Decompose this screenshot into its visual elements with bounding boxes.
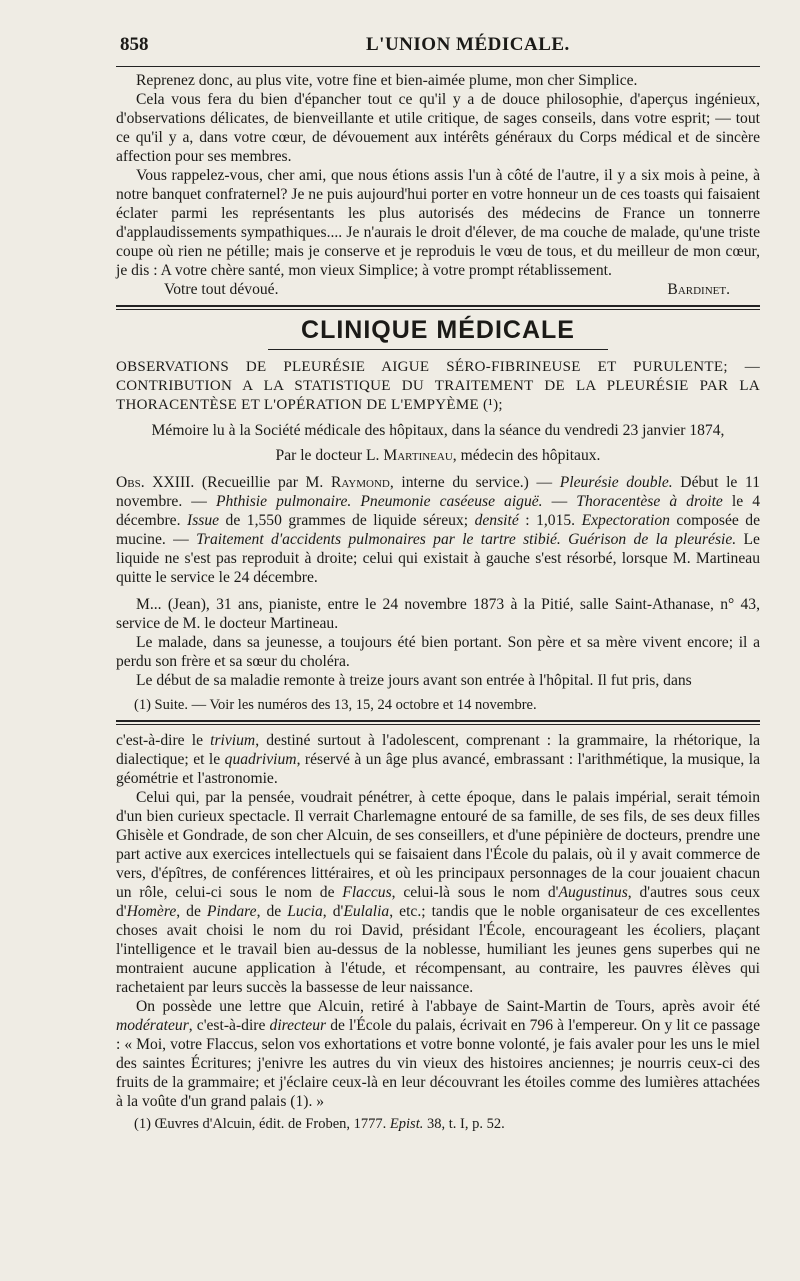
letter-paragraph: Cela vous fera du bien d'épancher tout ce qu'il y a de douce philosophie, d'aperçus ingénieux, d'observations délicates, de bienveillante et utile critique, de sages conseils, dans votre esprit; — tout ce qu'il y a, dans votre cœur, de dévouement aux intérêts généraux du Corps médical et de sincère affection pour ses membres. [116, 91, 760, 165]
case-paragraph: M... (Jean), 31 ans, pianiste, entre le 24 novembre 1873 à la Pitié, salle Saint-Athanase, n° 43, service de M. le docteur Martineau. [116, 596, 760, 632]
memoire-line: Mémoire lu à la Société médicale des hôpitaux, dans la séance du vendredi 23 janvier 1874, [151, 422, 725, 439]
page-number: 858 [120, 34, 149, 55]
letter-paragraph: Reprenez donc, au plus vite, votre fine et bien-aimée plume, mon cher Simplice. [136, 72, 638, 89]
footnote: (1) Œuvres d'Alcuin, édit. de Froben, 1777. Epist. 38, t. I, p. 52. [134, 1116, 505, 1132]
signature: Bardinet. [667, 281, 730, 298]
section-rule [116, 305, 760, 310]
title-rule [268, 349, 608, 350]
letter-paragraph: Vous rappelez-vous, cher ami, que nous étions assis l'un à côté de l'autre, il y a six mois à peine, à notre banquet confraternel? Je ne puis aujourd'hui porter en votre honneur un de ces toasts qui faisaient éclater parmi les représentants les plus autorisés des médecins de France un tonnerre d'applaudissements sympathiques.... Je n'aurais le droit d'élever, de ma couche de malade, qu'une triste coupe où rien ne pétille; mais je conserve et je reproduis le vœu de tous, et du meilleur de mon cœur, je dis : A votre chère santé, mon vieux Simplice; à votre prompt rétablissement. [116, 167, 760, 279]
feuilleton-section [116, 731, 760, 1133]
footnote: (1) Suite. — Voir les numéros des 13, 15, 24 octobre et 14 novembre. [134, 697, 537, 713]
author-line: Par le docteur L. Martineau, médecin des hôpitaux. [275, 447, 601, 464]
case-paragraph: Le malade, dans sa jeunesse, a toujours été bien portant. Son père et sa mère vivent encore; il a perdu son frère et sa sœur du choléra. [116, 634, 760, 670]
case-paragraph: Le début de sa maladie remonte à treize jours avant son entrée à l'hôpital. Il fut pris, dans [136, 672, 692, 689]
section-title: CLINIQUE MÉDICALE [301, 316, 575, 344]
header-rule [116, 66, 760, 67]
feuilleton-paragraph: Celui qui, par la pensée, voudrait pénétrer, à cette époque, dans le palais impérial, serait témoin d'un bien curieux spectacle. Il verrait Charlemagne entouré de sa famille, de ses fils, de ses deux filles Ghisèle et Gondrade, de son cher Alcuin, de ses conseillers, et d'une pépinière de docteurs, prendre une part active aux exercices intellectuels qui se faisaient dans l'École du palais, où il y avait commerce de vers, d'épîtres, de conférences littéraires, et où les principaux personnages de la cour jouaient chacun un rôle, celui-ci sous le nom de Flaccus, celui-là sous le nom d'Augustinus, d'autres sous ceux d'Homère, de Pindare, de Lucia, d'Eulalia, etc.; tandis que le noble organisateur de ces excellentes choses avait choisi le nom du roi David, présidant l'École, encourageant les écoliers, plaçant l'intelligence et le travail bien au-dessus de la noblesse, humiliant les jeunes gens superbes qui ne montraient aucune application à l'étude, et récompensant, au contraire, les pauvres élèves qui rachetaient par leurs succès la bassesse de leur naissance. [116, 789, 761, 996]
feuilleton-rule [116, 720, 760, 725]
closing-text: Votre tout dévoué. [164, 281, 279, 298]
letter-closing [116, 280, 760, 299]
journal-title: L'UNION MÉDICALE. [366, 34, 570, 55]
feuilleton-paragraph: On possède une lettre que Alcuin, retiré à l'abbaye de Saint-Martin de Tours, après avoir été modérateur, c'est-à-dire directeur de l'École du palais, écrivait en 796 à l'empereur. On y lit ce passage : « Moi, votre Flaccus, selon vos exhortations et votre bonne volonté, je fais avaler pour les uns le miel des saintes Écritures; j'enivre les autres du vin vieux des histoires anciennes; je nourris ceux-ci des fruits de la grammaire; et j'éclaire ceux-là en leur découvrant les étoiles comme des lumières attachées à la voûte d'un grand palais (1). » [116, 998, 760, 1110]
feuilleton-paragraph: c'est-à-dire le trivium, destiné surtout à l'adolescent, comprenant : la grammaire, la rhétorique, la dialectique; et le quadrivium, réservé à un âge plus avancé, embrassant : l'arithmétique, la musique, la géométrie et l'astronomie. [116, 732, 760, 787]
page-header [116, 28, 760, 60]
letter-section [116, 71, 760, 299]
observation-summary: Obs. XXIII. (Recueillie par M. Raymond, interne du service.) — Pleurésie double. Début le 11 novembre. — Phthisie pulmonaire. Pneumonie caséeuse aiguë. — Thoracentèse à droite le 4 décembre. Issue de 1,550 grammes de liquide séreux; densité : 1,015. Expectoration composée de mucine. — Traitement d'accidents pulmonaires par le tartre stibié. Guérison de la pleurésie. Le liquide ne s'est pas reproduit à droite; celui qui existait à gauche s'est résorbé, lorsque M. Martineau quitte le service le 24 décembre. [116, 474, 761, 586]
article-title: OBSERVATIONS DE PLEURÉSIE AIGUE SÉRO-FIBRINEUSE ET PURULENTE; — CONTRIBUTION A LA STATISTIQUE DU TRAITEMENT DE LA PLEURÉSIE PAR LA THORACENTÈSE ET L'OPÉRATION DE L'EMPYÈME (¹); [116, 359, 760, 413]
